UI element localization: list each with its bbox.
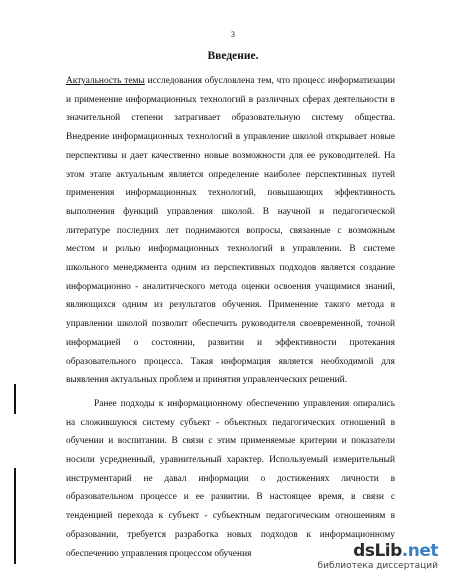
watermark-subtitle: библиотека диссертаций [317,561,438,571]
watermark-logo-main: dsLib [353,541,402,561]
paragraph-approaches: Ранее подходы к информационному обеспечению управления опирались на сложившуюся систему субъект - объектных педагогических отношений в обучении и воспитании. В связи с этим применяемые критерии и показатели носили усредненный, уравнительный характер. Используемый измерительный инструментарий не давал информации о достижениях личности в образовательном процессе и ее развитии. В настоящее время, в связи с тенденцией перехода к субъект - субъектным педагогическим отношениям в образовании, требуется разработка новых подходов к информационному обеспечению управления процессом обучения [66,398,395,559]
document-body [66,72,395,563]
page-title: Введение. [207,50,259,62]
margin-mark [14,384,16,414]
relevance-lead: Актуальность темы [66,76,145,86]
watermark-logo [353,542,438,560]
watermark-logo-suffix: .net [401,541,438,561]
page-number: 3 [231,30,235,39]
margin-mark [14,468,16,564]
relevance-text: исследования обусловлена тем, что процесс информатизации и применение информационных технологий в различных сферах деятельности в значительной степени затрагивает образовательную систему общества. Внедрение информационных технологий в управление школой открывает новые перспективы и дает качественно новые возможности для ее руководителей. На этом этапе актуальным является определение наиболее перспективных путей применения информационных технологий, повышающих эффективность выполнения функций управления школой. В научной и педагогической литературе последних лет поднимаются вопросы, связанные с возможным местом и ролью информационных технологий в управлении. В системе школьного менеджмента одним из перспективных подходов является создание информационно - аналитического метода оценки освоения учащимися знаний, являющихся одним из результатов обучения. Применение такого метода в управлении школой позволит обеспечить руководителя своевременной, точной информацией о состоянии, развитии и эффективности протекания образовательного процесса. Такая информация является необходимой для выявления актуальных проблем и принятия управленческих решений. [66,76,395,386]
watermark [304,542,444,574]
paragraph-relevance [66,72,395,390]
